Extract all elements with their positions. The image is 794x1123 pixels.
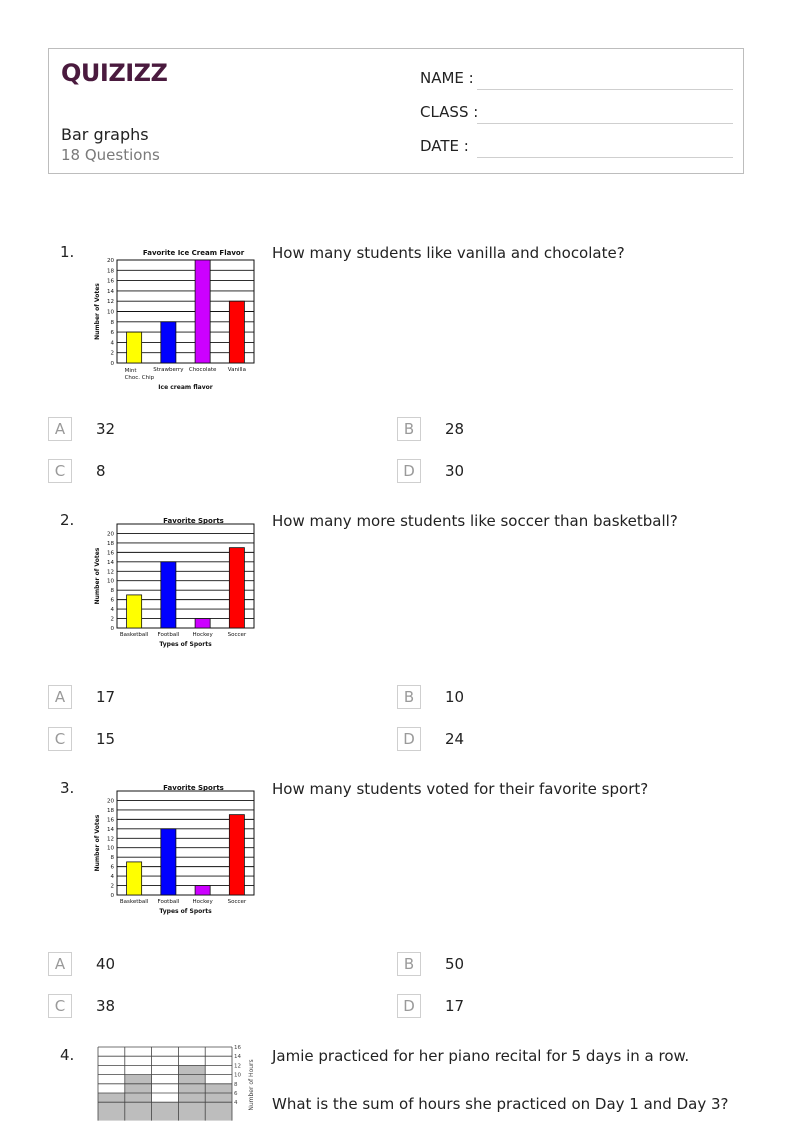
chart-title: Favorite Ice Cream Flavor <box>142 249 245 257</box>
x-axis-label: Types of Sports <box>159 908 212 915</box>
q1-option-b-value[interactable]: 28 <box>445 420 465 438</box>
y-tick-label: 12 <box>107 569 114 576</box>
y-tick-label: 12 <box>234 1063 241 1070</box>
q3-option-b-box[interactable]: B <box>397 952 421 976</box>
x-tick-label: Hockey <box>192 632 213 638</box>
bar-hockey <box>195 619 210 628</box>
bar-hockey <box>195 886 210 895</box>
q1-option-c-box[interactable]: C <box>48 459 72 483</box>
q2-option-d-box[interactable]: D <box>397 727 421 751</box>
y-tick-label: 8 <box>110 855 114 862</box>
question-2-text: How many more students like soccer than basketball? <box>272 512 678 530</box>
x-tick-label: Choc. Chip <box>124 375 155 381</box>
y-tick-label: 18 <box>107 807 114 814</box>
q2-option-c-value[interactable]: 15 <box>96 730 116 748</box>
q2-option-b-box[interactable]: B <box>397 685 421 709</box>
y-tick-label: 8 <box>110 588 114 595</box>
y-tick-label: 10 <box>107 845 114 852</box>
y-tick-label: 2 <box>110 616 114 623</box>
bar-day-1 <box>98 1093 125 1121</box>
y-tick-label: 2 <box>110 883 114 890</box>
name-line <box>477 89 733 90</box>
y-tick-label: 4 <box>110 874 114 881</box>
bar-day-2 <box>125 1075 152 1121</box>
q1-option-d-box[interactable]: D <box>397 459 421 483</box>
q2-option-c-box[interactable]: C <box>48 727 72 751</box>
y-tick-label: 4 <box>110 340 114 347</box>
q1-option-a-box[interactable]: A <box>48 417 72 441</box>
q2-option-b-value[interactable]: 10 <box>445 688 465 706</box>
bar-football <box>161 829 176 895</box>
question-3-text: How many students voted for their favorite sport? <box>272 780 649 798</box>
y-axis-label: Number of Votes <box>94 814 101 872</box>
quizizz-logo: QUIZIZZ <box>61 59 168 87</box>
question-1-number: 1. <box>60 243 75 261</box>
y-tick-label: 0 <box>110 893 114 899</box>
q1-option-a-value[interactable]: 32 <box>96 420 116 438</box>
x-tick-label: Football <box>157 632 180 638</box>
x-tick-label: Vanilla <box>227 367 246 373</box>
y-tick-label: 12 <box>107 836 114 843</box>
q3-option-c-box[interactable]: C <box>48 994 72 1018</box>
q3-option-a-box[interactable]: A <box>48 952 72 976</box>
y-tick-label: 12 <box>107 299 114 306</box>
q2-option-d-value[interactable]: 24 <box>445 730 465 748</box>
x-axis-label: Ice cream flavor <box>158 384 213 391</box>
y-tick-label: 10 <box>107 309 114 316</box>
bar-soccer <box>229 815 244 895</box>
q3-option-d-box[interactable]: D <box>397 994 421 1018</box>
date-line <box>477 157 733 158</box>
y-tick-label: 14 <box>107 559 114 566</box>
q1-option-b-box[interactable]: B <box>397 417 421 441</box>
y-tick-label: 8 <box>110 319 114 326</box>
y-tick-label: 6 <box>110 597 114 604</box>
y-tick-label: 16 <box>107 550 114 557</box>
bar-day-3 <box>152 1102 179 1120</box>
question-2-number: 2. <box>60 511 75 529</box>
y-tick-label: 6 <box>234 1091 238 1097</box>
y-tick-label: 8 <box>234 1081 238 1088</box>
q3-option-c-value[interactable]: 38 <box>96 997 116 1015</box>
chart-title: Favorite Sports <box>163 517 224 525</box>
question-3-number: 3. <box>60 779 75 797</box>
x-tick-label: Soccer <box>227 899 247 905</box>
q3-option-d-value[interactable]: 17 <box>445 997 465 1015</box>
ice-cream-bar-chart <box>95 243 265 395</box>
y-tick-label: 14 <box>107 826 114 833</box>
y-tick-label: 16 <box>234 1045 241 1051</box>
q1-option-c-value[interactable]: 8 <box>96 462 106 480</box>
y-tick-label: 14 <box>234 1054 241 1061</box>
sports-bar-chart-1 <box>95 511 265 653</box>
x-axis-label: Types of Sports <box>159 641 212 648</box>
x-tick-label: Mint <box>124 368 137 374</box>
y-tick-label: 10 <box>107 578 114 585</box>
q3-option-a-value[interactable]: 40 <box>96 955 116 973</box>
y-tick-label: 20 <box>107 258 114 264</box>
y-tick-label: 10 <box>234 1072 241 1079</box>
q3-option-b-value[interactable]: 50 <box>445 955 465 973</box>
y-tick-label: 2 <box>110 350 114 357</box>
y-tick-label: 6 <box>110 864 114 871</box>
question-4-number: 4. <box>60 1046 75 1064</box>
y-tick-label: 4 <box>234 1100 238 1107</box>
bar-chocolate <box>195 260 210 363</box>
bar-strawberry <box>161 322 176 363</box>
question-4-text-2: What is the sum of hours she practiced on Day 1 and Day 3? <box>272 1095 729 1113</box>
y-tick-label: 14 <box>107 288 114 295</box>
bar-vanilla <box>229 301 244 363</box>
y-tick-label: 18 <box>107 268 114 275</box>
y-tick-label: 0 <box>110 626 114 632</box>
y-tick-label: 16 <box>107 278 114 285</box>
bar-football <box>161 562 176 628</box>
q2-option-a-box[interactable]: A <box>48 685 72 709</box>
class-line <box>477 123 733 124</box>
bar-soccer <box>229 548 244 628</box>
bar-mint-choc-chip <box>127 332 142 363</box>
q2-option-a-value[interactable]: 17 <box>96 688 116 706</box>
y-tick-label: 16 <box>107 817 114 824</box>
y-tick-label: 0 <box>110 361 114 367</box>
q1-option-d-value[interactable]: 30 <box>445 462 465 480</box>
question-count: 18 Questions <box>61 146 160 164</box>
y-tick-label: 18 <box>107 540 114 547</box>
x-tick-label: Chocolate <box>188 367 217 373</box>
class-label: CLASS : <box>420 103 479 121</box>
y-tick-label: 20 <box>107 531 114 538</box>
x-tick-label: Soccer <box>227 632 247 638</box>
x-tick-label: Football <box>157 899 180 905</box>
y-axis-label: Number of Votes <box>94 283 101 340</box>
y-axis-label: Number of Votes <box>94 547 101 605</box>
piano-hours-bar-chart <box>96 1044 258 1123</box>
worksheet-title: Bar graphs <box>61 125 149 144</box>
worksheet-header <box>48 48 744 174</box>
question-1-text: How many students like vanilla and chocolate? <box>272 244 625 262</box>
sports-bar-chart-2 <box>95 778 265 920</box>
y-tick-label: 4 <box>110 607 114 614</box>
date-label: DATE : <box>420 137 469 155</box>
y-axis-label: Number of Hours <box>248 1059 255 1111</box>
x-tick-label: Strawberry <box>153 367 184 373</box>
x-tick-label: Basketball <box>119 632 149 638</box>
x-tick-label: Hockey <box>192 899 213 905</box>
name-label: NAME : <box>420 69 474 87</box>
bar-basketball <box>127 595 142 628</box>
chart-title: Favorite Sports <box>163 784 224 792</box>
question-4-text: Jamie practiced for her piano recital for 5 days in a row. <box>272 1047 690 1065</box>
y-tick-label: 6 <box>110 330 114 337</box>
x-tick-label: Basketball <box>119 899 149 905</box>
bar-basketball <box>127 862 142 895</box>
y-tick-label: 20 <box>107 798 114 805</box>
